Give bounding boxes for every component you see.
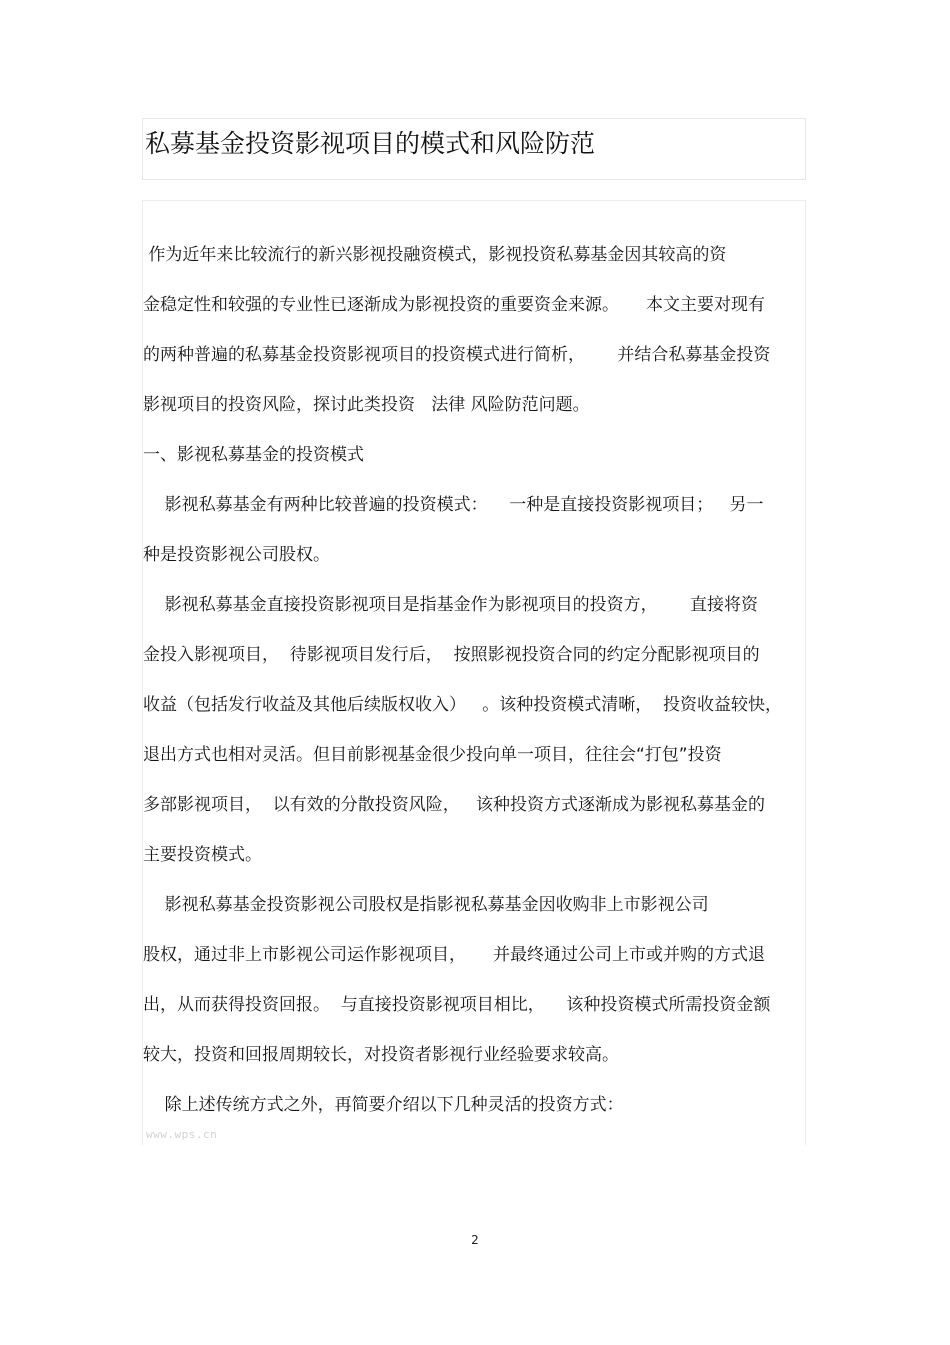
paragraph-line: 退出方式也相对灵活。但目前影视基金很少投向单一项目，往往会“打包”投资	[143, 745, 722, 765]
paragraph-line: 的两种普遍的私募基金投资影视项目的投资模式进行简析， 并结合私募基金投资	[143, 345, 771, 365]
paragraph-line: 种是投资影视公司股权。	[143, 545, 330, 565]
paragraph-line: 作为近年来比较流行的新兴影视投融资模式，影视投资私募基金因其较高的资	[143, 245, 727, 265]
paragraph-line: 除上述传统方式之外，再简要介绍以下几种灵活的投资方式：	[143, 1095, 624, 1115]
paragraph-line: 影视私募基金有两种比较普遍的投资模式： 一种是直接投资影视项目； 另一	[143, 495, 764, 515]
paragraph-line: 主要投资模式。	[143, 845, 262, 865]
paragraph-line: 多部影视项目， 以有效的分散投资风险， 该种投资方式逐渐成为影视私募基金的	[143, 795, 766, 815]
paragraph-line: 影视私募基金投资影视公司股权是指影视私募基金因收购非上市影视公司	[143, 895, 709, 915]
paragraph-line: 金投入影视项目， 待影视项目发行后， 按照影视投资合同的约定分配影视项目的	[143, 645, 760, 665]
document-title: 私募基金投资影视项目的模式和风险防范	[145, 129, 596, 158]
paragraph-line: 影视项目的投资风险，探讨此类投资 法律 风险防范问题。	[143, 395, 590, 415]
paragraph-line: 股权，通过非上市影视公司运作影视项目， 并最终通过公司上市或并购的方式退	[143, 945, 766, 965]
paragraph-line: 较大，投资和回报周期较长，对投资者影视行业经验要求较高。	[143, 1045, 619, 1065]
paragraph-line: 金稳定性和较强的专业性已逐渐成为影视投资的重要资金来源。 本文主要对现有	[143, 295, 766, 315]
paragraph-line: 出，从而获得投资回报。 与直接投资影视项目相比， 该种投资模式所需投资金额	[143, 995, 771, 1015]
watermark: www.wps.cn	[146, 1128, 218, 1141]
paragraph-line: 影视私募基金直接投资影视项目是指基金作为影视项目的投资方， 直接将资	[143, 595, 759, 615]
section-heading: 一、影视私募基金的投资模式	[143, 445, 364, 465]
paragraph-line: 收益（包括发行收益及其他后续版权收入） 。该种投资模式清晰， 投资收益较快，	[143, 695, 783, 715]
title-box	[142, 118, 806, 180]
page-number: 2	[471, 1233, 479, 1247]
